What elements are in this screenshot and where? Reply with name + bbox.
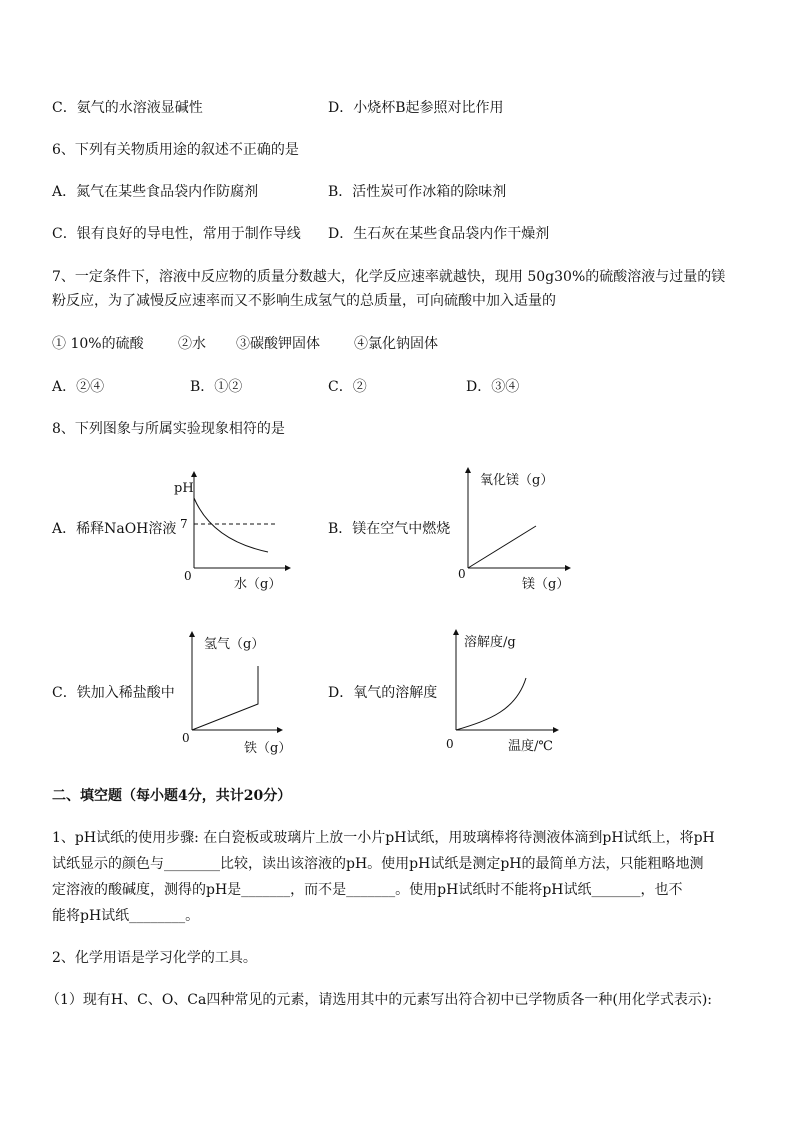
graph-a-xlabel: 水（g） [234,577,282,592]
q7-item-1: ① 10%的硫酸 [52,336,144,352]
graph-d-ylabel: 溶解度/g [464,635,516,650]
graph-a [170,470,300,595]
graph-b-xlabel: 镁（g） [522,577,570,592]
graph-c-origin: 0 [182,731,190,745]
fill1-line4: 能将pH试纸________。 [52,908,200,924]
q6-stem: 6、下列有关物质用途的叙述不正确的是 [52,142,299,158]
graph-b-origin: 0 [458,567,466,581]
q7-option-d: D．③④ [466,379,520,395]
graph-d-xlabel: 温度/℃ [508,739,553,754]
fill1-line1: 1、pH试纸的使用步骤: 在白瓷板或玻璃片上放一小片pH试纸，用玻璃棒将待测液体滴到pH试纸上，将pH [52,830,715,846]
graph-a-origin: 0 [184,569,192,583]
graph-d [444,626,574,756]
q6-option-c: C．银有良好的导电性，常用于制作导线 [52,226,301,242]
q7-stem-line1: 7、一定条件下，溶液中反应物的质量分数越大，化学反应速率就越快，现用 50g30%的硫酸溶液与过量的镁 [52,269,726,285]
q7-option-c: C．② [328,379,367,395]
q7-item-3: ③碳酸钾固体 [236,336,320,352]
q8-option-d: D．氧气的溶解度 [328,685,438,701]
graph-b [450,464,580,594]
graph-a-curve [194,498,268,552]
q6-option-b: B．活性炭可作冰箱的除味剂 [328,184,507,200]
q8-option-a: A．稀释NaOH溶液 [52,521,177,537]
graph-c [176,628,306,758]
q8-stem: 8、下列图象与所属实验现象相符的是 [52,421,285,437]
q8-option-b: B．镁在空气中燃烧 [328,521,451,537]
graph-a-ylabel: pH [174,481,194,496]
fill2-sub1: （1）现有H、C、O、Ca四种常见的元素，请选用其中的元素写出符合初中已学物质各一种(用化学式表示): [46,992,713,1008]
fill1-line2: 试纸显示的颜色与________比较，读出该溶液的pH。使用pH试纸是测定pH的最简单方法，只能粗略地测 [52,856,704,872]
q7-item-2: ②水 [178,336,206,352]
q7-option-b: B．①② [190,379,243,395]
q7-option-a: A．②④ [52,379,105,395]
q7-item-4: ④氯化钠固体 [354,336,438,352]
graph-b-ylabel: 氧化镁（g） [480,473,554,488]
graph-d-origin: 0 [446,737,454,751]
graph-c-line [192,666,258,730]
q5-option-c: C．氨气的水溶液显碱性 [52,100,203,116]
q6-option-d: D．生石灰在某些食品袋内作干燥剂 [328,226,550,242]
fill1-line3: 定溶液的酸碱度，测得的pH是_______，而不是_______。使用pH试纸时不能将pH试纸_______，也不 [52,882,683,898]
fill2-stem: 2、化学用语是学习化学的工具。 [52,950,257,966]
q7-stem-line2: 粉反应，为了减慢反应速率而又不影响生成氢气的总质量，可向硫酸中加入适量的 [52,293,556,309]
graph-c-ylabel: 氢气（g） [204,637,265,652]
graph-d-curve [456,678,526,730]
q8-option-c: C．铁加入稀盐酸中 [52,685,175,701]
section2-heading: 二、填空题（每小题4分，共计20分） [52,788,292,804]
q6-option-a: A．氮气在某些食品袋内作防腐剂 [52,184,259,200]
q5-option-d: D．小烧杯B起参照对比作用 [328,100,504,116]
graph-b-line [468,526,536,568]
graph-c-xlabel: 铁（g） [244,741,292,756]
graph-a-mark-7: 7 [180,517,188,531]
